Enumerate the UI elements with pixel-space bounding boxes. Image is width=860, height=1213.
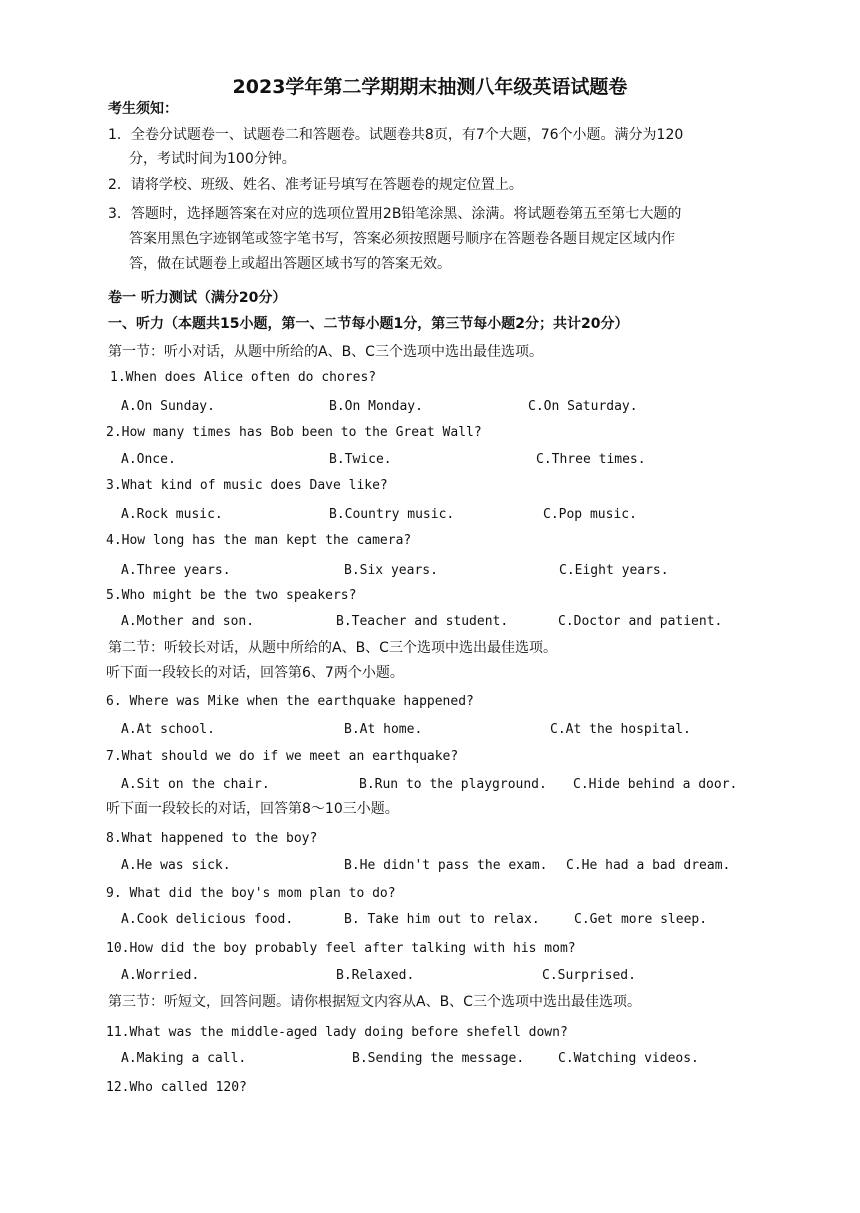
question-3: 3.What kind of music does Dave like? [106, 478, 388, 493]
notice-heading: 考生须知： [108, 101, 178, 117]
q10-option-c: C.Surprised. [542, 968, 636, 983]
question-10: 10.How did the boy probably feel after talking with his mom? [106, 941, 576, 956]
question-12: 12.Who called 120? [106, 1080, 247, 1095]
q8-option-b: B.He didn't pass the exam. [344, 858, 548, 873]
q10-option-b: B.Relaxed. [336, 968, 415, 983]
part2-subinstruction-2: 听下面一段较长的对话，回答第8～10三小题。 [106, 801, 399, 817]
q6-option-a: A.At school. [121, 722, 215, 737]
q5-option-c: C.Doctor and patient. [558, 614, 723, 629]
q9-option-c: C.Get more sleep. [574, 912, 708, 927]
q7-option-a: A.Sit on the chair. [121, 777, 270, 792]
q10-option-a: A.Worried. [121, 968, 200, 983]
notice-item-2: 2．请将学校、班级、姓名、准考证号填写在答题卷的规定位置上。 [108, 177, 523, 193]
q2-option-c: C.Three times. [536, 452, 646, 467]
q11-option-c: C.Watching videos. [558, 1051, 699, 1066]
question-11: 11.What was the middle-aged lady doing before shefell down? [106, 1025, 568, 1040]
q6-option-b: B.At home. [344, 722, 423, 737]
section-heading: 一、听力（本题共15小题，第一、二节每小题1分，第三节每小题2分；共计20分） [108, 316, 629, 332]
q9-option-b: B. Take him out to relax. [344, 912, 540, 927]
notice-item-3-cont2: 答，做在试题卷上或超出答题区域书写的答案无效。 [129, 256, 451, 272]
page-title: 2023学年第二学期期末抽测八年级英语试题卷 [232, 76, 628, 98]
question-4: 4.How long has the man kept the camera? [106, 533, 412, 548]
q3-option-c: C.Pop music. [543, 507, 637, 522]
q8-option-c: C.He had a bad dream. [566, 858, 731, 873]
question-2: 2.How many times has Bob been to the Great Wall? [106, 425, 482, 440]
q5-option-a: A.Mother and son. [121, 614, 255, 629]
part1-instruction: 第一节：听小对话，从题中所给的A、B、C三个选项中选出最佳选项。 [108, 344, 543, 360]
part2-subinstruction-1: 听下面一段较长的对话，回答第6、7两个小题。 [106, 665, 404, 681]
volume-heading: 卷一 听力测试（满分20分） [108, 290, 287, 306]
q3-option-b: B.Country music. [329, 507, 455, 522]
q8-option-a: A.He was sick. [121, 858, 231, 873]
q2-option-b: B.Twice. [329, 452, 392, 467]
q5-option-b: B.Teacher and student. [336, 614, 509, 629]
q1-option-a: A.On Sunday. [121, 399, 215, 414]
question-7: 7.What should we do if we meet an earthquake? [106, 749, 459, 764]
q4-option-c: C.Eight years. [559, 563, 669, 578]
q11-option-b: B.Sending the message. [352, 1051, 525, 1066]
q7-option-b: B.Run to the playground. [359, 777, 547, 792]
question-8: 8.What happened to the boy? [106, 831, 318, 846]
part2-instruction: 第二节：听较长对话，从题中所给的A、B、C三个选项中选出最佳选项。 [108, 640, 557, 656]
q9-option-a: A.Cook delicious food. [121, 912, 294, 927]
notice-item-3-cont1: 答案用黑色字迹钢笔或签字笔书写，答案必须按照题号顺序在答题卷各题目规定区域内作 [129, 231, 675, 247]
q4-option-a: A.Three years. [121, 563, 231, 578]
question-5: 5.Who might be the two speakers? [106, 588, 357, 603]
question-1: 1.When does Alice often do chores? [110, 370, 377, 385]
q7-option-c: C.Hide behind a door. [573, 777, 738, 792]
q6-option-c: C.At the hospital. [550, 722, 691, 737]
q2-option-a: A.Once. [121, 452, 176, 467]
notice-item-1: 1．全卷分试题卷一、试题卷二和答题卷。试题卷共8页，有7个大题，76个小题。满分为120 [108, 127, 684, 143]
notice-item-3: 3．答题时，选择题答案在对应的选项位置用2B铅笔涂黑、涂满。将试题卷第五至第七大题的 [108, 206, 682, 222]
question-6: 6. Where was Mike when the earthquake happened? [106, 694, 474, 709]
q3-option-a: A.Rock music. [121, 507, 223, 522]
q4-option-b: B.Six years. [344, 563, 438, 578]
notice-item-1-cont: 分，考试时间为100分钟。 [129, 151, 296, 167]
q11-option-a: A.Making a call. [121, 1051, 247, 1066]
part3-instruction: 第三节：听短文，回答问题。请你根据短文内容从A、B、C三个选项中选出最佳选项。 [108, 994, 641, 1010]
question-9: 9. What did the boy's mom plan to do? [106, 886, 396, 901]
q1-option-b: B.On Monday. [329, 399, 423, 414]
q1-option-c: C.On Saturday. [528, 399, 638, 414]
